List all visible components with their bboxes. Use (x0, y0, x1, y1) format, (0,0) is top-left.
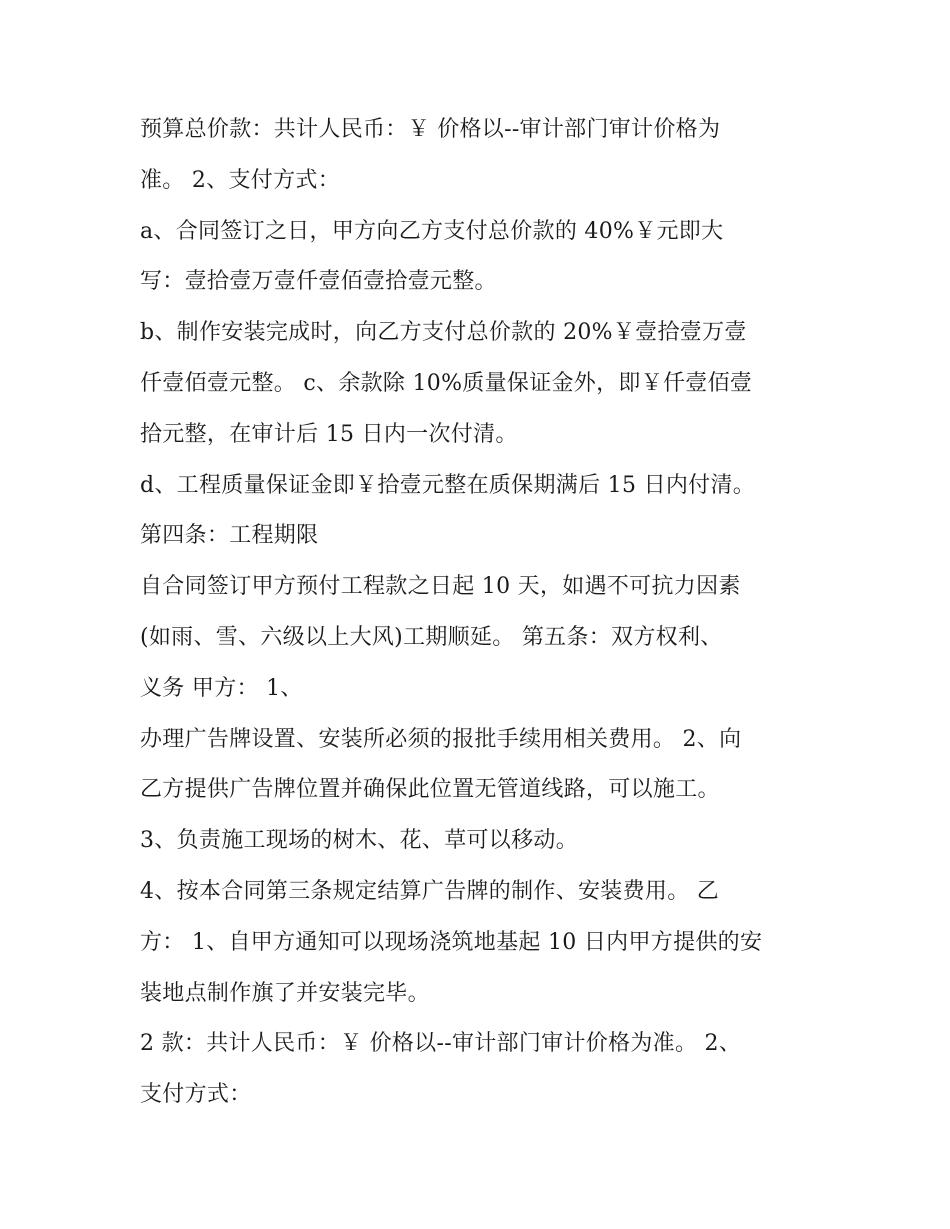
text-line: 乙方提供广告牌位置并确保此位置无管道线路，可以施工。 (140, 777, 720, 803)
text-line: 仟壹佰壹元整。 c、余款除 10%质量保证金外，即￥仟壹佰壹 (140, 370, 753, 396)
text-line: 方： 1、自甲方通知可以现场浇筑地基起 10 日内甲方提供的安 (140, 929, 763, 955)
text-line: 拾元整，在审计后 15 日内一次付清。 (140, 421, 518, 447)
section-heading: 第四条：工程期限 (140, 523, 319, 549)
text-line: a、合同签订之日，甲方向乙方支付总价款的 40%￥元即大 (140, 218, 724, 244)
text-line: (如雨、雪、六级以上大风)工期顺延。 第五条：双方权利、 (140, 624, 723, 650)
text-line: 自合同签订甲方预付工程款之日起 10 天，如遇不可抗力因素 (140, 574, 741, 600)
text-line: 装地点制作旗了并安装完毕。 (140, 980, 430, 1006)
document-body (140, 105, 820, 1121)
text-line: b、制作安装完成时，向乙方支付总价款的 20%￥壹拾壹万壹 (140, 320, 747, 346)
text-line: 4、按本合同第三条规定结算广告牌的制作、安装费用。 乙 (140, 878, 720, 904)
text-line: 3、负责施工现场的树木、花、草可以移动。 (140, 828, 578, 854)
text-line: 2 款：共计人民币：￥ 价格以--审计部门审计价格为准。 2、 (140, 1031, 742, 1057)
text-line: 义务 甲方： 1、 (140, 675, 303, 701)
text-line: 办理广告牌设置、安装所必须的报批手续用相关费用。 2、向 (140, 726, 742, 752)
text-line: 预算总价款：共计人民币：￥ 价格以--审计部门审计价格为 (140, 117, 721, 142)
text-line: 准。 2、支付方式： (140, 167, 340, 193)
text-line: d、工程质量保证金即￥拾壹元整在质保期满后 15 日内付清。 (140, 472, 756, 498)
text-line: 支付方式： (140, 1082, 252, 1108)
text-line: 写：壹拾壹万壹仟壹佰壹拾壹元整。 (140, 269, 497, 295)
